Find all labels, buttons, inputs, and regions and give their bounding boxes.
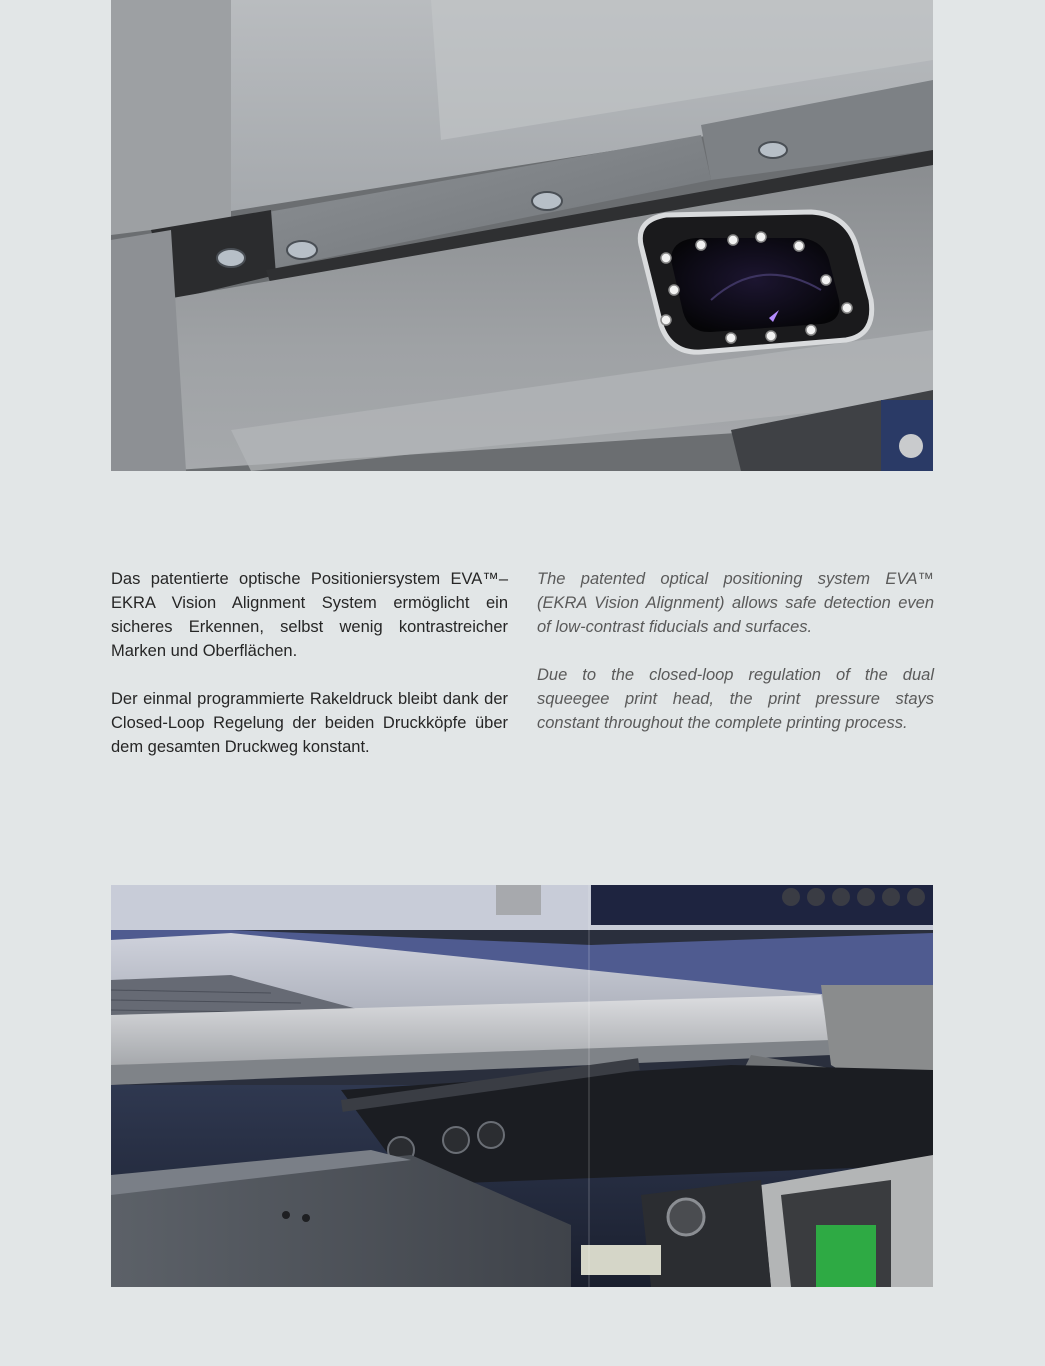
german-paragraph-1: Das patentierte optische Positioniersystem EVA™– EKRA Vision Alignment System ermöglicht ein sicheres Erkennen, selbst wenig kontrastreicher Marken und Oberflächen. [111,570,508,660]
english-paragraph-2: Due to the closed-loop regulation of the dual squeegee print head, the print pressure stays constant throughout the complete printing process. [537,666,934,732]
english-paragraph-1: The patented optical positioning system EVA™ (EKRA Vision Alignment) allows safe detection even of low-contrast fiducials and surfaces. [537,570,934,636]
photo-vision-window-graphic [111,0,933,471]
german-text-column [111,567,508,783]
german-paragraph-2: Der einmal programmierte Rakeldruck bleibt dank der Closed-Loop Regelung der beiden Druckköpfe über dem gesamten Druckweg konstant. [111,690,508,756]
photo-stencil-frame [111,885,933,1287]
photo-vision-window [111,0,933,471]
english-text-column [537,567,934,759]
photo-stencil-frame-graphic [111,885,933,1287]
